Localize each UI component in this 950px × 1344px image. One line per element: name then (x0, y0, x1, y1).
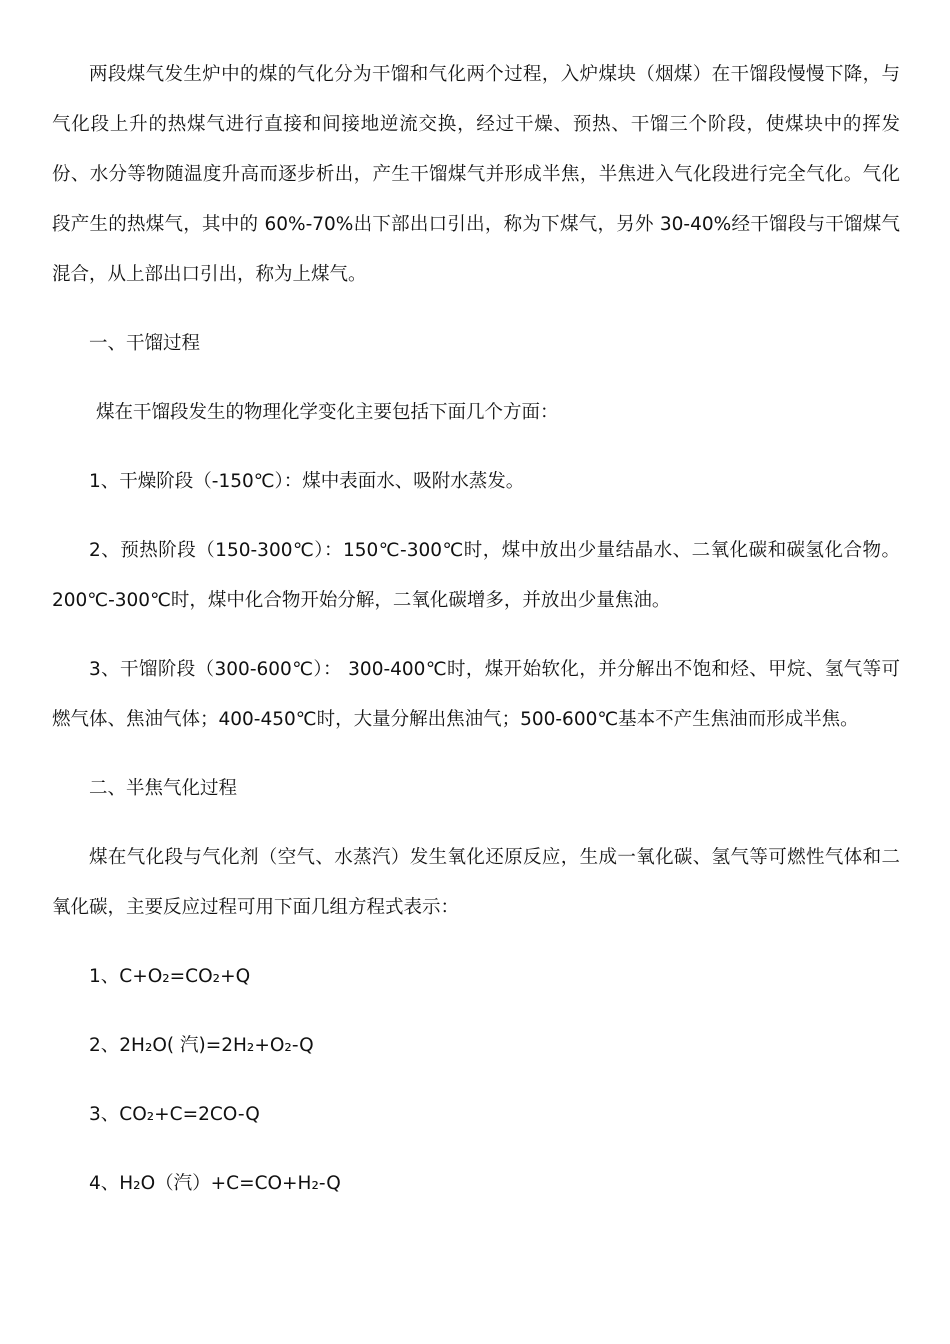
spacer (52, 933, 900, 952)
section1-item-1: 1、干燥阶段（-150℃）：煤中表面水、吸附水蒸发。 (89, 471, 525, 492)
spacer (52, 1140, 900, 1159)
section1-heading: 一、干馏过程 (89, 333, 201, 354)
document-page (52, 50, 900, 1209)
section2-heading: 二、半焦气化过程 (89, 778, 238, 799)
spacer (52, 438, 900, 457)
equation-4: 4、H₂O（汽）+C=CO+H₂-Q (89, 1173, 341, 1194)
spacer (52, 814, 900, 833)
spacer (52, 1071, 900, 1090)
equation-1: 1、C+O₂=CO₂+Q (89, 966, 251, 987)
spacer (52, 745, 900, 764)
spacer (52, 626, 900, 645)
equation-2: 2、2H₂O( 汽)=2H₂+O₂-Q (89, 1035, 314, 1056)
spacer (52, 1002, 900, 1021)
spacer (52, 300, 900, 319)
equation-3: 3、CO₂+C=2CO-Q (89, 1104, 260, 1125)
spacer (52, 507, 900, 526)
section1-item-2: 2、预热阶段（150-300℃）：150℃-300℃时，煤中放出少量结晶水、二氧化碳和碳氢化合物。200℃-300℃时，煤中化合物开始分解，二氧化碳增多，并放出少量焦油。 (52, 540, 900, 611)
section1-item-3: 3、干馏阶段（300-600℃）： 300-400℃时，煤开始软化，并分解出不饱和烃、甲烷、氢气等可燃气体、焦油气体；400-450℃时，大量分解出焦油气；500-600℃基本不产生焦油而形成半焦。 (52, 659, 900, 730)
section1-lead: 煤在干馏段发生的物理化学变化主要包括下面几个方面： (96, 402, 559, 423)
intro-paragraph: 两段煤气发生炉中的煤的气化分为干馏和气化两个过程，入炉煤块（烟煤）在干馏段慢慢下降，与气化段上升的热煤气进行直接和间接地逆流交换，经过干燥、预热、干馏三个阶段，使煤块中的挥发份、水分等物随温度升高而逐步析出，产生干馏煤气并形成半焦，半焦进入气化段进行完全气化。气化段产生的热煤气，其中的 60%-70%出下部出口引出，称为下煤气，另外 30-40%经干馏段与干馏煤气混合，从上部出口引出，称为上煤气。 (52, 64, 900, 285)
section2-lead: 煤在气化段与气化剂（空气、水蒸汽）发生氧化还原反应，生成一氧化碳、氢气等可燃性气体和二氧化碳，主要反应过程可用下面几组方程式表示： (52, 847, 900, 918)
spacer (52, 369, 900, 388)
